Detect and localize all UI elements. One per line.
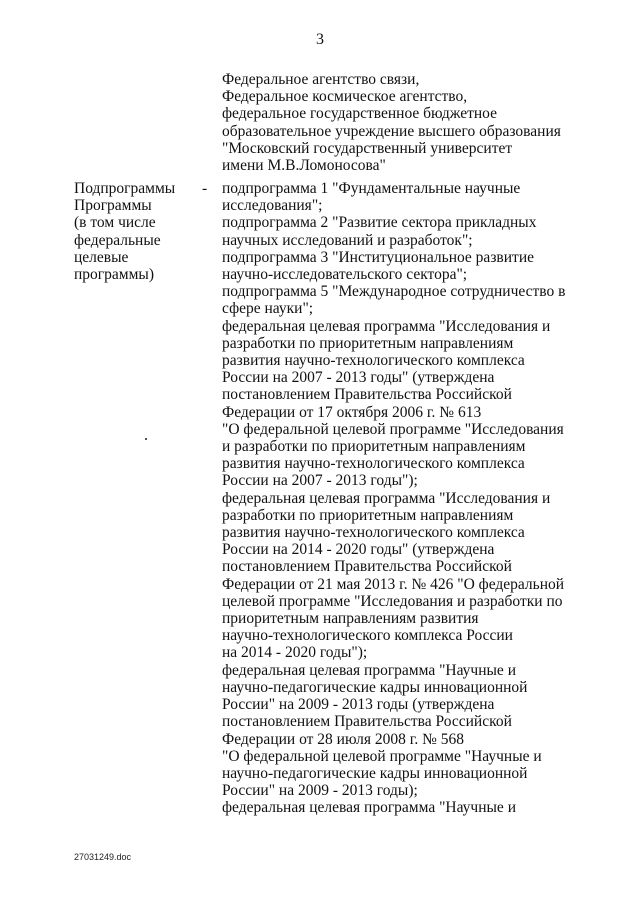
text-line: федеральная целевая программа "Научные и: [222, 799, 516, 817]
scan-speck: [145, 438, 147, 440]
footer-filename: 27031249.doc: [74, 852, 132, 862]
agency-line: Федеральное космическое агентство,: [222, 88, 468, 106]
text-line: постановлением Правительства Российской: [222, 558, 512, 576]
text-line: федеральная целевая программа "Исследования и: [222, 489, 551, 507]
text-line: России на 2014 - 2020 годы" (утверждена: [222, 541, 495, 559]
text-line: и разработки по приоритетным направлениям: [222, 438, 526, 456]
text-line: научно-технологического комплекса России: [222, 627, 513, 645]
text-line: "О федеральной целевой программе "Научные и: [222, 747, 542, 765]
label-line: Программы: [74, 197, 152, 215]
text-line: России" на 2009 - 2013 годы (утверждена: [222, 696, 495, 714]
label-line: федеральные: [74, 231, 161, 249]
text-line: подпрограмма 1 "Фундаментальные научные: [222, 180, 521, 197]
text-line: разработки по приоритетным направлениям: [222, 506, 514, 524]
label-line: программы): [74, 266, 154, 284]
subprograms-list: [222, 180, 617, 817]
subprograms-label: [74, 180, 214, 283]
agency-line: федеральное государственное бюджетное: [222, 105, 497, 123]
text-line: исследования";: [222, 197, 323, 215]
text-line: России" на 2009 - 2013 годы);: [222, 782, 418, 800]
text-line: федеральная целевая программа "Исследования и: [222, 317, 551, 335]
text-line: развития научно-технологического комплекса: [222, 352, 525, 370]
page-number: 3: [316, 31, 324, 48]
text-line: развития научно-технологического комплекса: [222, 455, 525, 473]
label-line: целевые: [74, 248, 129, 266]
text-line: подпрограмма 5 "Международное сотрудничество в: [222, 283, 566, 301]
agency-line: образовательное учреждение высшего образования: [222, 122, 561, 140]
text-line: сфере науки";: [222, 300, 314, 318]
agencies-list: [222, 71, 612, 174]
text-line: научно-педагогические кадры инновационной: [222, 678, 528, 696]
text-line: на 2014 - 2020 годы");: [222, 644, 368, 662]
agency-line: "Московский государственный университет: [222, 139, 513, 157]
text-line: научных исследований и разработок";: [222, 231, 473, 249]
label-line: (в том числе: [74, 214, 156, 232]
text-line: приоритетным направлениям развития: [222, 610, 479, 628]
text-line: развития научно-технологического комплекса: [222, 524, 525, 542]
text-line: России на 2007 - 2013 годы");: [222, 472, 418, 490]
agency-line: Федеральное агентство связи,: [222, 71, 420, 88]
text-line: Федерации от 28 июля 2008 г. № 568: [222, 730, 465, 748]
text-line: постановлением Правительства Российской: [222, 386, 512, 404]
text-line: России на 2007 - 2013 годы" (утверждена: [222, 369, 495, 387]
text-line: федеральная целевая программа "Научные и: [222, 661, 516, 679]
text-line: целевой программе "Исследования и разработки по: [222, 592, 563, 610]
text-line: разработки по приоритетным направлениям: [222, 334, 514, 352]
text-line: научно-педагогические кадры инновационной: [222, 764, 528, 782]
text-line: подпрограмма 2 "Развитие сектора прикладных: [222, 214, 537, 232]
text-line: "О федеральной целевой программе "Исследования: [222, 420, 564, 438]
text-line: Федерации от 17 октября 2006 г. № 613: [222, 403, 482, 421]
label-line: Подпрограммы: [74, 180, 176, 197]
text-line: подпрограмма 3 "Институциональное развитие: [222, 248, 534, 266]
text-line: постановлением Правительства Российской: [222, 713, 512, 731]
text-line: научно-исследовательского сектора";: [222, 266, 468, 284]
text-line: Федерации от 21 мая 2013 г. № 426 "О федеральной: [222, 575, 565, 593]
label-dash: -: [202, 180, 208, 197]
agency-line: имени М.В.Ломоносова": [222, 157, 386, 175]
